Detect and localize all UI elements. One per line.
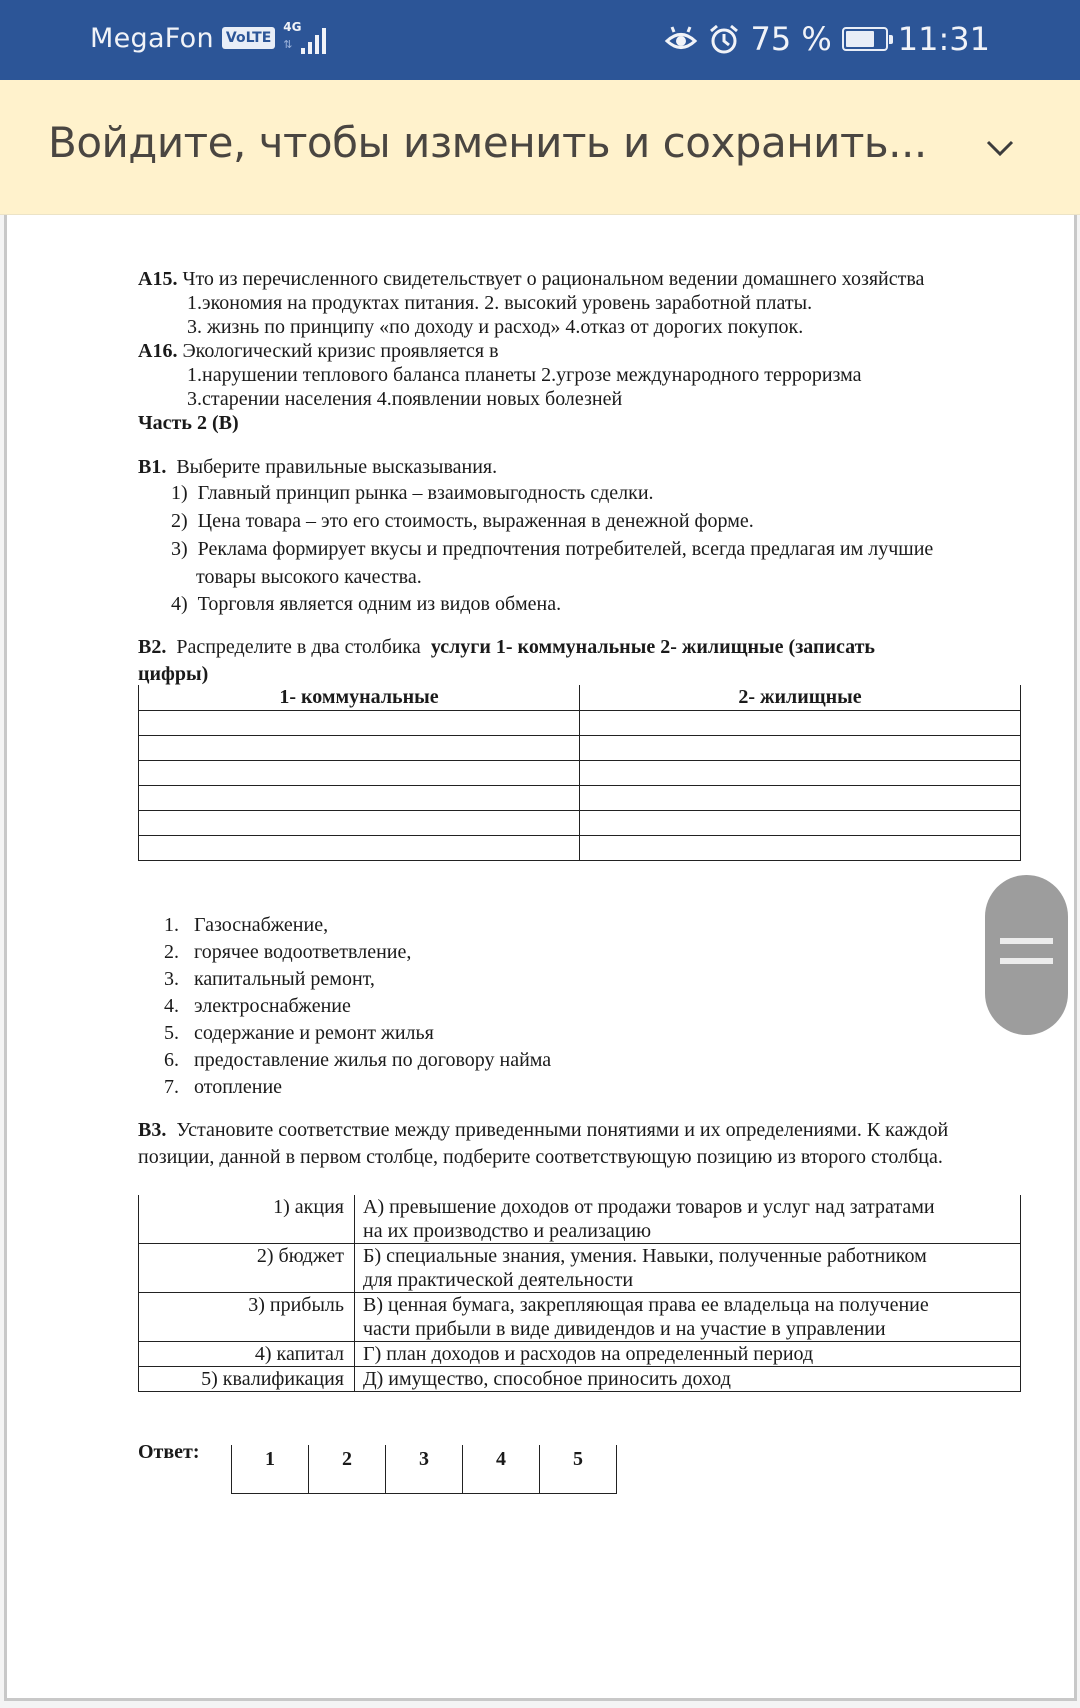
- column-header-communal: 1- коммунальные: [139, 685, 580, 710]
- alarm-icon: [708, 23, 740, 55]
- b3-matching-table: [138, 1195, 1021, 1392]
- carrier-name: MegaFon: [90, 22, 214, 54]
- list-item: 1) Главный принцип рынка – взаимовыгодность сделки.: [171, 482, 654, 504]
- list-item: 6. предоставление жилья по договору найма: [164, 1049, 552, 1071]
- part2-title: Часть 2 (В): [138, 412, 239, 434]
- answer-column-5[interactable]: 5: [540, 1445, 617, 1493]
- drag-handle-icon: [1000, 938, 1053, 944]
- sign-in-banner[interactable]: [0, 80, 1080, 215]
- a15-options-line2: 3. жизнь по принципу «по доходу и расход» 4.отказ от дорогих покупок.: [187, 316, 804, 338]
- list-item: 2) Цена товара – это его стоимость, выраженная в денежной форме.: [171, 510, 754, 532]
- network-type: 4G: [283, 20, 302, 34]
- answer-column-4[interactable]: 4: [463, 1445, 540, 1493]
- question-b3: В3. Установите соответствие между приведенными понятиями и их определениями. К каждой: [138, 1119, 949, 1141]
- definition-cell: Г) план доходов и расходов на определенный период: [355, 1342, 1021, 1367]
- question-label: В2.: [138, 636, 167, 658]
- a16-options-line2: 3.старении населения 4.появлении новых болезней: [187, 388, 623, 410]
- answer-column-1[interactable]: 1: [232, 1445, 309, 1493]
- definition-cell: А) превышение доходов от продажи товаров и услуг над затратами на их производство и реализацию: [355, 1195, 1021, 1244]
- chevron-down-icon[interactable]: [984, 132, 1016, 164]
- table-row: [139, 760, 1021, 785]
- list-item: 3) Реклама формирует вкусы и предпочтения потребителей, всегда предлагая им лучшие: [171, 538, 934, 560]
- battery-percent: 75 %: [750, 20, 832, 58]
- eye-comfort-icon: [664, 24, 698, 54]
- data-arrows-icon: ⇅: [283, 38, 293, 51]
- table-row: [139, 1244, 1021, 1293]
- banner-text: Войдите, чтобы изменить и сохранить...: [48, 118, 927, 167]
- clock: 11:31: [897, 20, 990, 58]
- table-row: [139, 810, 1021, 835]
- term-cell: 3) прибыль: [139, 1293, 355, 1342]
- volte-icon: VoLTE: [222, 27, 275, 49]
- table-row: [139, 785, 1021, 810]
- table-row: [139, 1293, 1021, 1342]
- table-row: [139, 1195, 1021, 1244]
- answer-cell[interactable]: [580, 785, 1021, 810]
- answer-cell[interactable]: [580, 835, 1021, 860]
- answer-cell[interactable]: [139, 785, 580, 810]
- question-label: В3.: [138, 1119, 167, 1141]
- term-cell: 5) квалификация: [139, 1367, 355, 1392]
- list-item: 7. отопление: [164, 1076, 283, 1098]
- signal-icon: [283, 22, 337, 54]
- definition-cell: В) ценная бумага, закрепляющая права ее владельца на получение части прибыли в виде дивидендов и на участие в управлении: [355, 1293, 1021, 1342]
- answer-column-3[interactable]: 3: [386, 1445, 463, 1493]
- question-a16: A16. Экологический кризис проявляется в: [138, 340, 499, 362]
- answer-cell[interactable]: [139, 735, 580, 760]
- document-page: [4, 215, 1077, 1701]
- answer-label: Ответ:: [138, 1441, 200, 1463]
- answer-cell[interactable]: [139, 710, 580, 735]
- answer-cell[interactable]: [580, 810, 1021, 835]
- question-label: A15.: [138, 268, 178, 290]
- question-b2-continuation: цифры): [138, 663, 209, 685]
- list-item: 4. электроснабжение: [164, 995, 351, 1017]
- b2-answer-table: [138, 685, 1021, 861]
- definition-cell: Б) специальные знания, умения. Навыки, полученные работником для практической деятельности: [355, 1244, 1021, 1293]
- table-row: [139, 1342, 1021, 1367]
- term-cell: 1) акция: [139, 1195, 355, 1244]
- list-item-continuation: товары высокого качества.: [196, 566, 422, 588]
- list-item: 3. капитальный ремонт,: [164, 968, 375, 990]
- table-row: [139, 735, 1021, 760]
- table-row: [139, 835, 1021, 860]
- list-item: 2. горячее водоответвление,: [164, 941, 412, 963]
- list-item: 1. Газоснабжение,: [164, 914, 329, 936]
- list-item: 4) Торговля является одним из видов обмена.: [171, 593, 562, 615]
- answer-cell[interactable]: [580, 735, 1021, 760]
- table-row: [139, 1367, 1021, 1392]
- question-b3-line2: позиции, данной в первом столбце, подберите соответствующую позицию из второго столбца.: [138, 1146, 943, 1168]
- answer-cell[interactable]: [580, 710, 1021, 735]
- term-cell: 4) капитал: [139, 1342, 355, 1367]
- term-cell: 2) бюджет: [139, 1244, 355, 1293]
- answer-table: [231, 1445, 617, 1494]
- question-a15: A15. Что из перечисленного свидетельствует о рациональном ведении домашнего хозяйства: [138, 268, 925, 290]
- answer-cell[interactable]: [580, 760, 1021, 785]
- column-header-housing: 2- жилищные: [580, 685, 1021, 710]
- question-b2: В2. Распределите в два столбика услуги 1- коммунальные 2- жилищные (записать: [138, 636, 876, 658]
- answer-cell[interactable]: [139, 760, 580, 785]
- answer-cell[interactable]: [139, 835, 580, 860]
- answer-column-2[interactable]: 2: [309, 1445, 386, 1493]
- status-bar: [0, 0, 1080, 80]
- list-item: 5. содержание и ремонт жилья: [164, 1022, 434, 1044]
- a16-options-line1: 1.нарушении теплового баланса планеты 2.угрозе международного терроризма: [187, 364, 862, 386]
- table-row: [139, 710, 1021, 735]
- definition-cell: Д) имущество, способное приносить доход: [355, 1367, 1021, 1392]
- battery-icon: [842, 27, 888, 51]
- a15-options-line1: 1.экономия на продуктах питания. 2. высокий уровень заработной платы.: [187, 292, 813, 314]
- drag-handle[interactable]: [985, 875, 1068, 1035]
- answer-cell[interactable]: [139, 810, 580, 835]
- question-b1: В1. Выберите правильные высказывания.: [138, 456, 498, 478]
- question-label: A16.: [138, 340, 178, 362]
- question-label: В1.: [138, 456, 167, 478]
